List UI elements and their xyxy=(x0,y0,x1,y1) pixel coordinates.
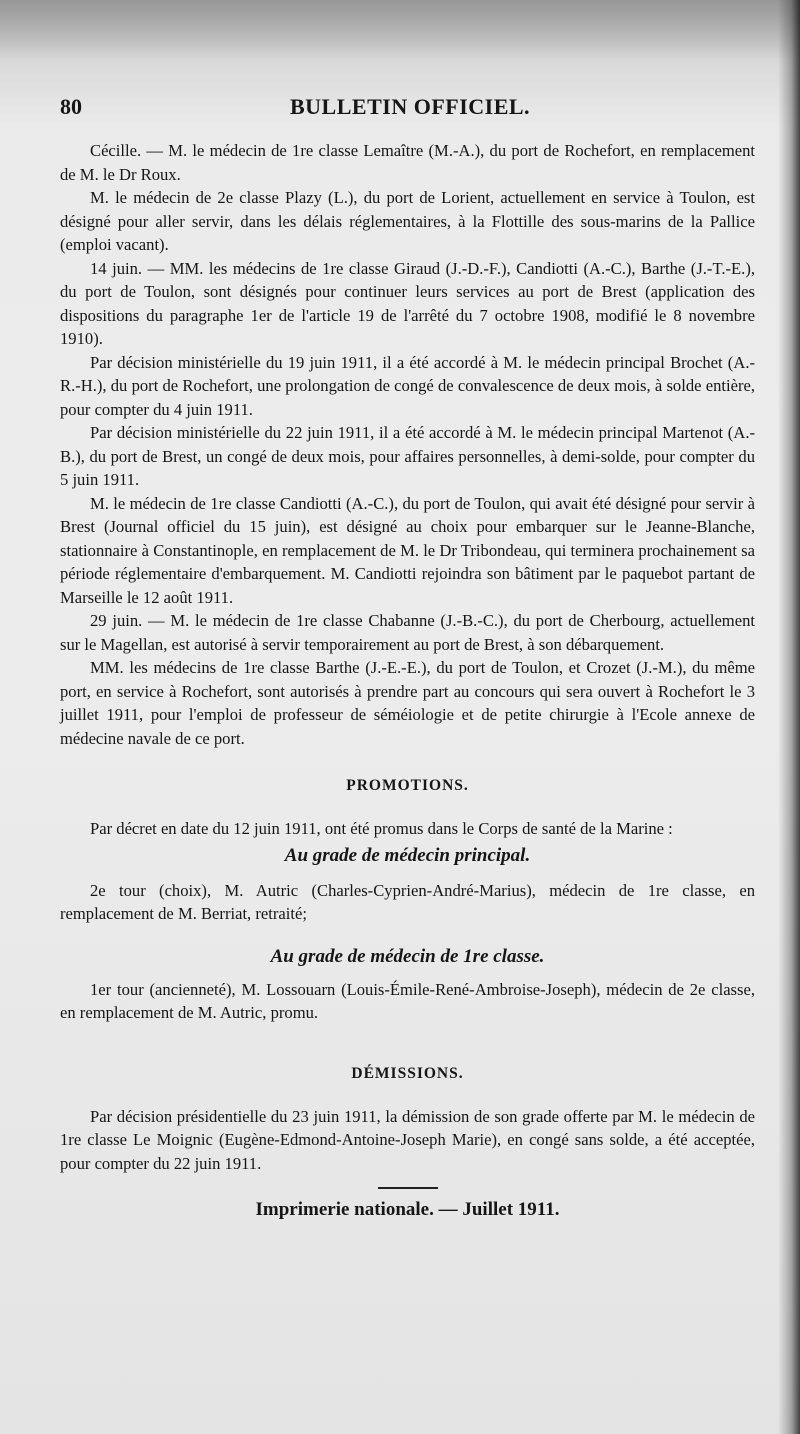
bulletin-title: BULLETIN OFFICIEL. xyxy=(290,94,531,119)
promotions-heading: PROMOTIONS. xyxy=(346,777,469,794)
imprint-footer: Imprimerie nationale. — Juillet 1911. xyxy=(255,1199,560,1220)
promotions-intro: Par décret en date du 12 juin 1911, ont été promus dans le Corps de santé de la Marine : xyxy=(90,819,673,838)
running-head xyxy=(60,94,760,124)
paragraph-martenot: Par décision ministérielle du 22 juin 1911, il a été accordé à M. le médecin principal Martenot (A.-B.), du port de Brest, un congé de deux mois, pour affaires personnelles, à demi-solde, pour compter du 5 juin 1911. xyxy=(60,423,755,489)
paragraph-brochet: Par décision ministérielle du 19 juin 1911, il a été accordé à M. le médecin principal Brochet (A.-R.-H.), du port de Rochefort, une prolongation de congé de convalescence de deux mois, à solde entière, pour compter du 4 juin 1911. xyxy=(60,352,755,419)
paragraph-29-juin: 29 juin. — M. le médecin de 1re classe Chabanne (J.-B.-C.), du port de Cherbourg, actuellement sur le Magellan, est autorisé à servir temporairement au port de Brest, à son débarquement. xyxy=(60,611,755,654)
page-body xyxy=(60,139,755,1221)
demissions-heading: DÉMISSIONS. xyxy=(351,1064,464,1082)
grade-medecin-principal: Au grade de médecin principal. xyxy=(284,844,531,866)
page-number: 80 xyxy=(60,94,82,119)
paragraph-candiotti: M. le médecin de 1re classe Candiotti (A.-C.), du port de Toulon, qui avait été désigné pour servir à Brest (Journal officiel du 15 juin), est désigné au choix pour embarquer sur le Jeanne-Blanche, stationnaire à Constantinople, en remplacement de M. le Dr Tribondeau, qui terminera prochainement sa période réglementaire d'embarquement. M. Candiotti rejoindra son bâtiment par le paquebot partant de Marseille le 12 août 1911. xyxy=(60,493,755,607)
demission-le-moignic: Par décision présidentielle du 23 juin 1911, la démission de son grade offerte par M. le médecin de 1re classe Le Moignic (Eugène-Edmond-Antoine-Joseph Marie), en congé sans solde, a été acceptée, pour compter du 22 juin 1911. xyxy=(60,1106,755,1173)
paragraph-14-juin: 14 juin. — MM. les médecins de 1re classe Giraud (J.-D.-F.), Candiotti (A.-C.), Barthe (J.-T.-E.), du port de Toulon, sont désignés pour continuer leurs services au port de Brest (application des dispositions du paragraphe 1er de l'article 19 de l'arrêté du 7 octobre 1908, modifié le 8 novembre 1910). xyxy=(60,258,755,348)
promotion-autric: 2e tour (choix), M. Autric (Charles-Cyprien-André-Marius), médecin de 1re classe, en remplacement de M. Berriat, retraité; xyxy=(60,880,755,923)
promotion-lossouarn: 1er tour (ancienneté), M. Lossouarn (Louis-Émile-René-Ambroise-Joseph), médecin de 2e classe, en remplacement de M. Autric, promu. xyxy=(60,979,755,1022)
grade-medecin-1re-classe: Au grade de médecin de 1re classe. xyxy=(270,945,545,967)
scan-shadow-right xyxy=(778,0,800,1434)
paragraph-concours: MM. les médecins de 1re classe Barthe (J.-E.-E.), du port de Toulon, et Crozet (J.-M.), du même port, en service à Rochefort, sont autorisés à prendre part au concours qui sera ouvert à Rochefort le 3 juillet 1911, pour l'emploi de professeur de séméiologie et de petite chirurgie à l'Ecole annexe de médecine navale de ce port. xyxy=(60,658,755,748)
scan-shadow-top xyxy=(0,0,800,60)
paragraph-cecille: Cécille. — M. le médecin de 1re classe Lemaître (M.-A.), du port de Rochefort, en remplacement de M. le Dr Roux. xyxy=(60,141,755,184)
paragraph-plazy: M. le médecin de 2e classe Plazy (L.), du port de Lorient, actuellement en service à Toulon, est désigné pour aller servir, dans les délais réglementaires, à la Flottille des sous-marins de la Pallice (emploi vacant). xyxy=(60,188,755,254)
